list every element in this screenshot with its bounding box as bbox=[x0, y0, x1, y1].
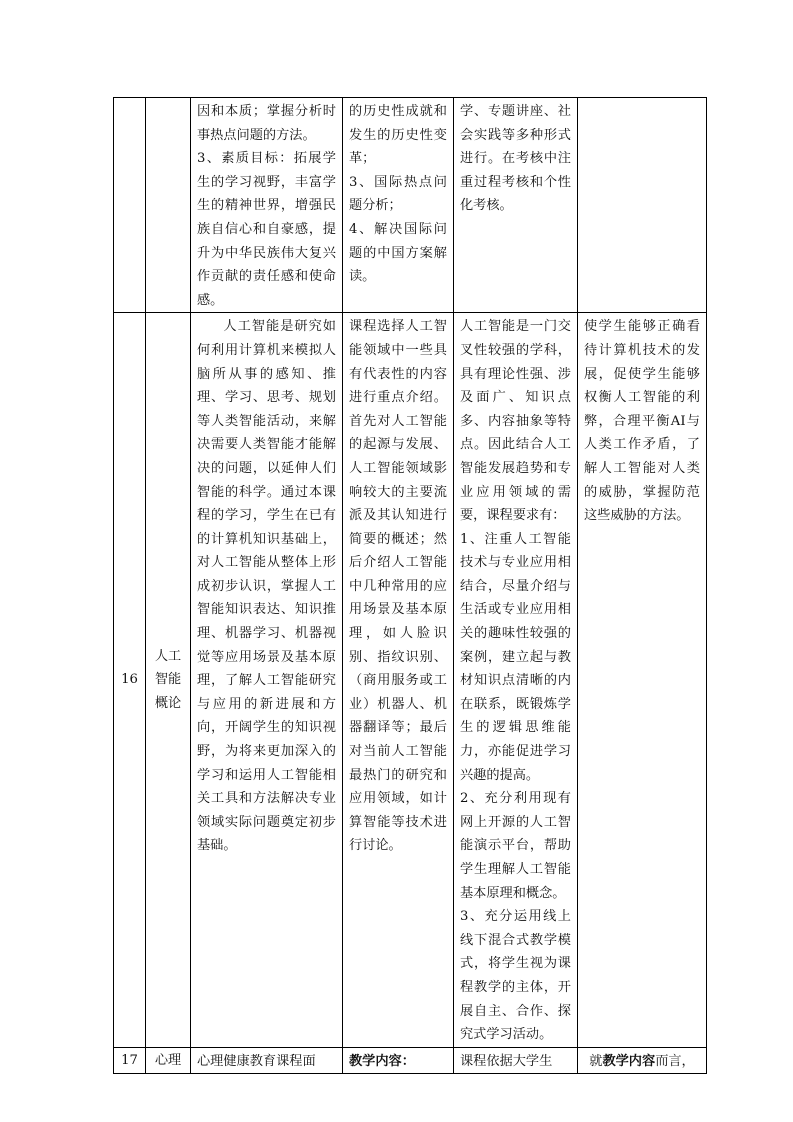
objectives-cell bbox=[191, 313, 343, 1047]
requirements-paragraph: 1、注重人工智能技术与专业应用相结合，尽量介绍与生活或专业应用相关的趣味性较强的案例，建立起与教材知识点清晰的内在联系，既锻炼学生的逻辑思维能力，亦能促进学习兴趣的提高。 bbox=[460, 531, 571, 783]
requirements-cell: 课程依据大学生 bbox=[454, 1047, 578, 1074]
course-number-cell: 16 bbox=[114, 313, 146, 1047]
content-cell bbox=[343, 1047, 454, 1074]
table-row-continuation bbox=[114, 98, 707, 313]
requirements-paragraph: 3、充分运用线上线下混合式教学模式，将学生视为课程教学的主体，开展自主、合作、探究式学习活动。 bbox=[460, 909, 571, 1043]
requirements-paragraph: 人工智能是一门交叉性较强的学科，具有理论性强、涉及面广、知识点多、内容抽象等特点。因此结合人工智能发展趋势和专业应用领域的需要，课程要求有： bbox=[460, 319, 571, 524]
requirements-paragraph: 学、专题讲座、社会实践等多种形式进行。在考核中注重过程考核和个性化考核。 bbox=[460, 104, 571, 214]
goals-cell bbox=[578, 98, 707, 313]
content-heading: 教学内容： bbox=[349, 1053, 415, 1069]
objectives-paragraph: 3、素质目标：拓展学生的学习视野，丰富学生的精神世界，增强民族自信心和自豪感，提升为中华民族伟大复兴作贡献的责任感和使命感。 bbox=[197, 151, 336, 308]
goals-cell: 就教学内容而言， bbox=[578, 1047, 707, 1074]
objectives-paragraph: 人工智能是研究如何利用计算机来模拟人脑所从事的感知、推理、学习、思考、规划等人类智能活动，来解决需要人类智能才能解决的问题，以延伸人们智能的科学。通过本课程的学习，学生在已有的计算机知识基础上，对人工智能从整体上形成初步认识，掌握人工智能知识表达、知识推理、机器学习、机器视觉等应用场景及基本原理，了解人工智能研究与应用的新进展和方向，开阔学生的知识视野，为将来更加深入的学习和运用人工智能相关工具和方法解决专业领域实际问题奠定初步基础。 bbox=[197, 319, 336, 854]
course-name-cell: 人工智能概论 bbox=[146, 313, 191, 1047]
table-row-17 bbox=[114, 1047, 707, 1074]
content-paragraph: 4、解决国际问题的中国方案解读。 bbox=[349, 221, 447, 285]
content-paragraph: 的历史性成就和发生的历史性变革； bbox=[349, 104, 447, 167]
table-row-16 bbox=[114, 313, 707, 1047]
curriculum-table bbox=[113, 97, 707, 1074]
content-cell bbox=[343, 98, 454, 313]
requirements-cell bbox=[454, 98, 578, 313]
course-number-cell bbox=[114, 98, 146, 313]
goals-cell bbox=[578, 313, 707, 1047]
content-paragraph: 课程选择人工智能领域中一些具有代表性的内容进行重点介绍。首先对人工智能的起源与发展、人工智能领域影响较大的主要流派及其认知进行简要的概述；然后介绍人工智能中几种常用的应用场景及基本原理，如人脸识别、指纹识别、（商用服务或工业）机器人、机器翻译等；最后对当前人工智能最热门的研究和应用领域，如计算智能等技术进行讨论。 bbox=[349, 319, 447, 854]
course-name-cell bbox=[146, 98, 191, 313]
goals-emphasis: 教学内容 bbox=[602, 1053, 656, 1069]
goals-paragraph: 使学生能够正确看待计算机技术的发展，促使学生能够权衡人工智能的利弊，合理平衡AI与人类工作矛盾，了解人工智能对人类的威胁，掌握防范这些威胁的方法。 bbox=[584, 319, 700, 524]
requirements-paragraph: 2、充分利用现有网上开源的人工智能演示平台，帮助学生理解人工智能基本原理和概念。 bbox=[460, 791, 571, 901]
course-number-cell: 17 bbox=[114, 1047, 146, 1074]
objectives-paragraph: 因和本质；掌握分析时事热点问题的方法。 bbox=[197, 104, 336, 143]
content-cell bbox=[343, 313, 454, 1047]
curriculum-table-page bbox=[113, 97, 706, 1074]
objectives-cell bbox=[191, 98, 343, 313]
objectives-cell: 心理健康教育课程面 bbox=[191, 1047, 343, 1074]
content-paragraph: 3、国际热点问题分析； bbox=[349, 174, 447, 214]
requirements-cell bbox=[454, 313, 578, 1047]
course-name-cell: 心理 bbox=[146, 1047, 191, 1074]
